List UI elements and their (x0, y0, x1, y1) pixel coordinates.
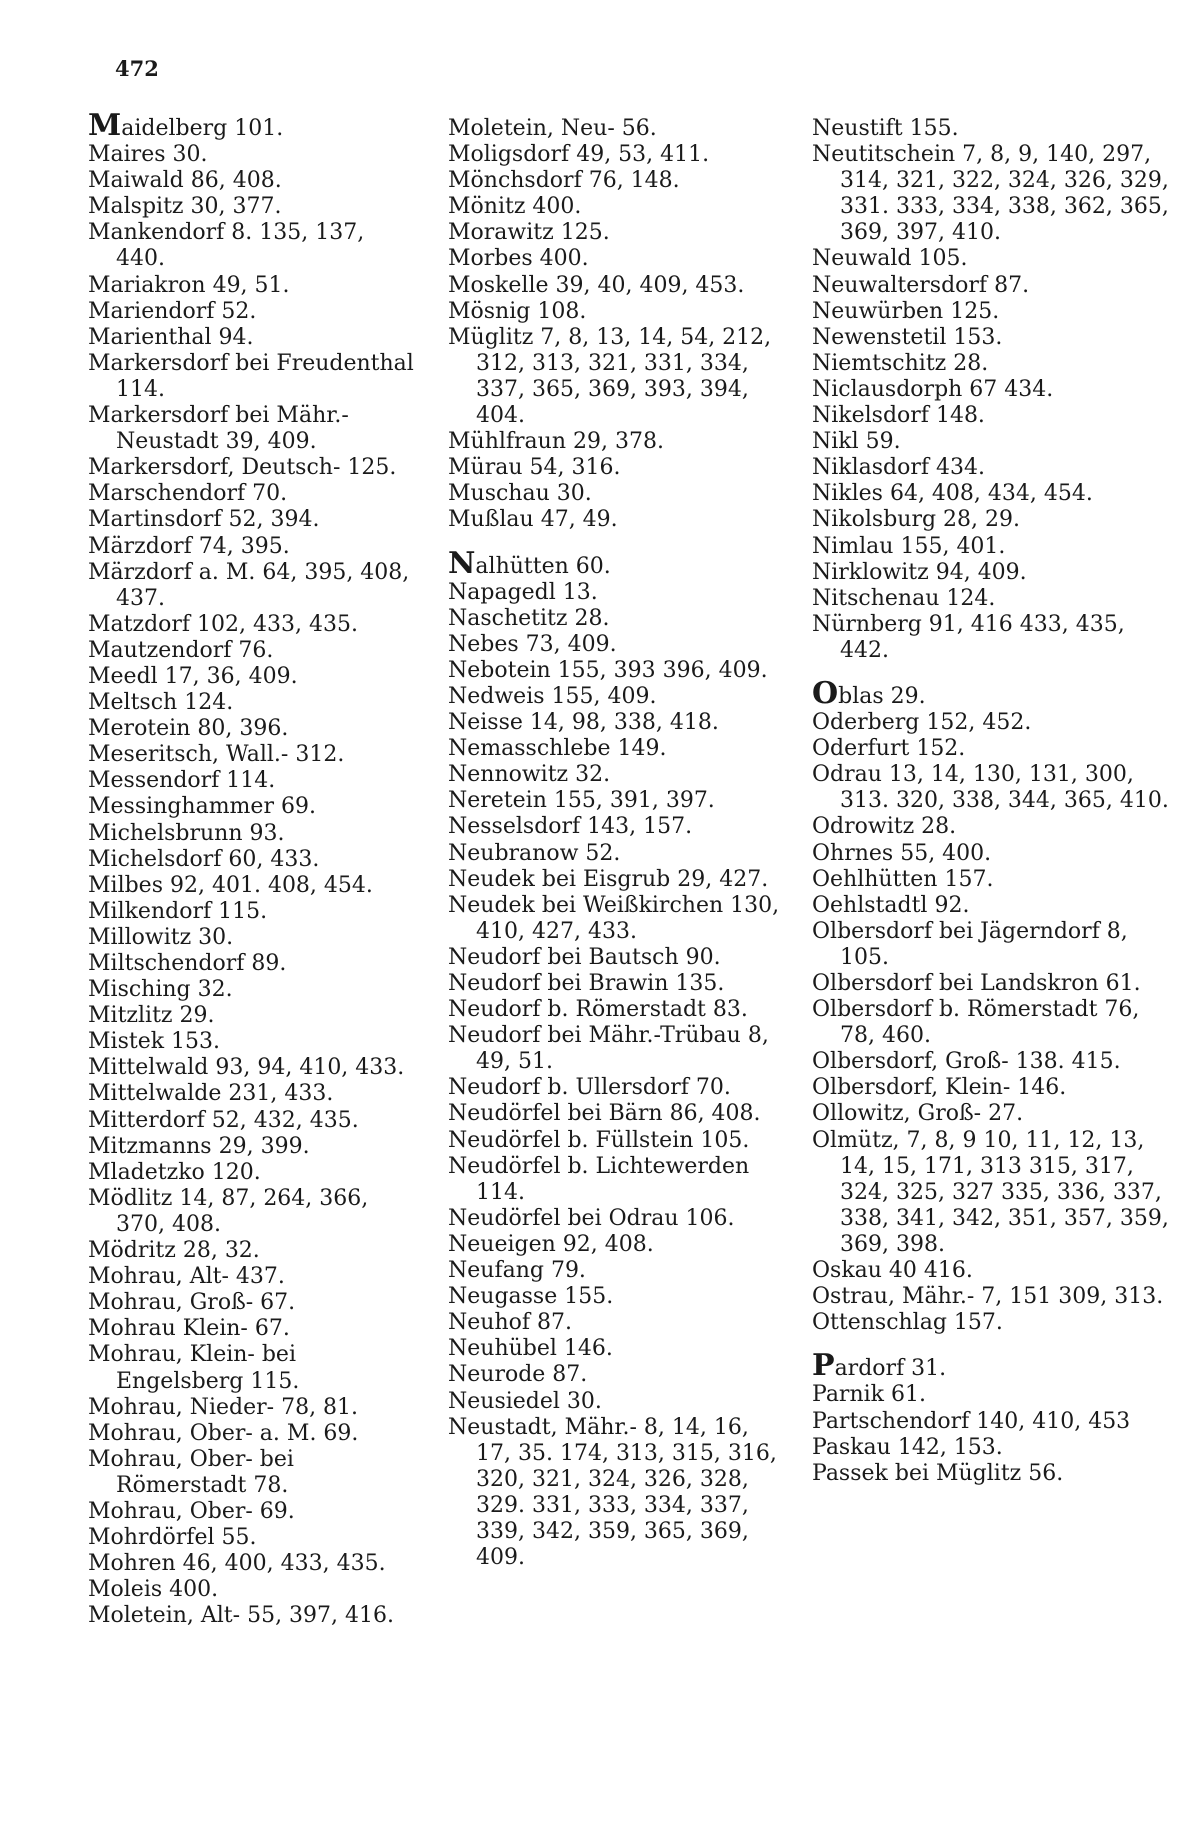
index-entry (448, 762, 790, 788)
index-entry (812, 429, 1172, 455)
entry-text: Mönitz 400. (448, 194, 582, 220)
entry-text: Marschendorf 70. (88, 481, 288, 507)
entry-text: Olmütz, 7, 8, 9 10, 11, 12, 13, 14, 15, 171, 313 315, 317, 324, 325, 327 335, 336, 337, 338, 341, 342, 351, 357, 359, 369, 398. (812, 1127, 1169, 1257)
index-entry (812, 675, 1172, 711)
entry-text: Mohrdörfel 55. (88, 1525, 257, 1551)
index-entry (88, 873, 418, 899)
section-gap (812, 1336, 1172, 1356)
index-entry (812, 736, 1172, 762)
entry-text: Neisse 14, 98, 338, 418. (448, 710, 719, 736)
entry-text: Martinsdorf 52, 394. (88, 507, 320, 533)
index-entry (88, 638, 418, 664)
index-entry (88, 299, 418, 325)
index-entry (448, 1362, 790, 1388)
entry-text: Oehlhütten 157. (812, 866, 994, 892)
index-entry (88, 560, 418, 612)
entry-text: Ohrnes 55, 400. (812, 840, 992, 866)
index-entry (448, 1389, 790, 1415)
index-entry (88, 1499, 418, 1525)
section-initial: O (812, 675, 839, 711)
entry-text: Neudörfel bei Bärn 86, 408. (448, 1101, 761, 1127)
index-entry (812, 1128, 1172, 1258)
entry-text: Neretein 155, 391, 397. (448, 788, 715, 814)
index-entry (88, 1525, 418, 1551)
entry-text: aidelberg 101. (121, 116, 284, 141)
section-initial: P (812, 1348, 835, 1384)
entry-text: Neutitschein 7, 8, 9, 140, 297, 314, 321, 322, 324, 326, 329, 331. 333, 334, 338, 362, 365, 369, 397, 410. (812, 142, 1169, 246)
entry-text: Mankendorf 8. 135, 137, 440. (88, 220, 365, 272)
entry-text: Merotein 80, 396. (88, 716, 289, 742)
entry-text: Malspitz 30, 377. (88, 194, 282, 220)
index-entry (448, 893, 790, 945)
index-entry (88, 534, 418, 560)
index-entry (812, 997, 1172, 1049)
index-entry (812, 1435, 1172, 1461)
index-entry (448, 455, 790, 481)
entry-text: Ottenschlag 157. (812, 1310, 1003, 1336)
index-entry (812, 814, 1172, 840)
entry-text: Parnik 61. (812, 1382, 926, 1408)
entry-text: Mohrau, Alt- 437. (88, 1264, 285, 1290)
index-entry (448, 580, 790, 606)
index-entry (812, 971, 1172, 997)
index-entry (812, 612, 1172, 664)
index-entry (448, 841, 790, 867)
entry-text: Mariendorf 52. (88, 298, 257, 324)
index-entry (812, 586, 1172, 612)
entry-text: Naschetitz 28. (448, 605, 610, 631)
entry-text: Nikles 64, 408, 434, 454. (812, 481, 1093, 507)
index-entry (88, 142, 418, 168)
entry-text: Oehlstadtl 92. (812, 892, 970, 918)
entry-text: Moskelle 39, 40, 409, 453. (448, 272, 745, 298)
entry-text: Odrowitz 28. (812, 814, 957, 840)
entry-text: Oderfurt 152. (812, 736, 966, 762)
index-entry (448, 273, 790, 299)
entry-text: Paskau 142, 153. (812, 1434, 1003, 1460)
index-entry (812, 1409, 1172, 1435)
entry-text: Misching 32. (88, 977, 233, 1003)
index-entry (812, 299, 1172, 325)
entry-text: Partschendorf 140, 410, 453 (812, 1408, 1131, 1434)
index-entry (812, 246, 1172, 272)
index-entry (448, 814, 790, 840)
index-entry (448, 194, 790, 220)
index-entry (812, 455, 1172, 481)
entry-text: Mitterdorf 52, 432, 435. (88, 1107, 359, 1133)
entry-text: Neuhübel 146. (448, 1336, 613, 1362)
entry-text: Markersdorf, Deutsch- 125. (88, 455, 397, 481)
entry-text: Ollowitz, Groß- 27. (812, 1101, 1024, 1127)
index-entry (88, 168, 418, 194)
index-entry (88, 194, 418, 220)
index-entry (88, 1551, 418, 1577)
entry-text: Nennowitz 32. (448, 762, 611, 788)
index-entry (448, 658, 790, 684)
entry-text: Nebes 73, 409. (448, 631, 617, 657)
entry-text: Mühlfraun 29, 378. (448, 429, 664, 455)
entry-text: Neugasse 155. (448, 1284, 614, 1310)
entry-text: Nemasschlebe 149. (448, 736, 667, 762)
entry-text: Morawitz 125. (448, 220, 610, 246)
index-entry (448, 710, 790, 736)
index-entry (812, 1075, 1172, 1101)
index-entry (812, 867, 1172, 893)
index-entry (88, 821, 418, 847)
index-entry (88, 716, 418, 742)
index-entry (88, 455, 418, 481)
index-entry (812, 560, 1172, 586)
index-entry (88, 977, 418, 1003)
entry-text: Neustift 155. (812, 116, 959, 141)
entry-text: Odrau 13, 14, 130, 131, 300, 313. 320, 338, 344, 365, 410. (812, 762, 1169, 814)
entry-text: Ostrau, Mähr.- 7, 151 309, 313. (812, 1284, 1164, 1310)
entry-text: Neueigen 92, 408. (448, 1231, 654, 1257)
entry-text: Meedl 17, 36, 409. (88, 663, 298, 689)
index-entry (448, 116, 790, 142)
index-entry (88, 1316, 418, 1342)
index-entry (812, 325, 1172, 351)
entry-text: Neudörfel b. Lichtewerden 114. (448, 1153, 750, 1205)
entry-text: Olbersdorf, Groß- 138. 415. (812, 1049, 1121, 1075)
entry-text: Mohrau, Ober- bei Römerstadt 78. (88, 1446, 294, 1498)
index-entry (88, 351, 418, 403)
index-entry (448, 1415, 790, 1572)
index-entry (88, 273, 418, 299)
entry-text: Mitzmanns 29, 399. (88, 1133, 310, 1159)
entry-text: Miltschendorf 89. (88, 951, 287, 976)
index-entry (448, 507, 790, 533)
index-entry (448, 736, 790, 762)
index-entry (88, 612, 418, 638)
index-entry (448, 632, 790, 658)
entry-text: Nebotein 155, 393 396, 409. (448, 657, 768, 683)
page-number: 472 (115, 56, 159, 81)
entry-text: Neudorf bei Bautsch 90. (448, 944, 721, 970)
section-gap (812, 664, 1172, 684)
entry-text: Nitschenau 124. (812, 585, 996, 611)
entry-text: Mußlau 47, 49. (448, 507, 618, 533)
entry-text: Olbersdorf bei Jägerndorf 8, 105. (812, 918, 1128, 970)
index-entry (812, 273, 1172, 299)
index-column-1 (88, 108, 418, 1629)
index-entry (88, 325, 418, 351)
entry-text: Newenstetil 153. (812, 324, 1003, 350)
index-entry (812, 762, 1172, 814)
entry-text: Olbersdorf, Klein- 146. (812, 1075, 1067, 1101)
index-entry (812, 841, 1172, 867)
index-entry (88, 1447, 418, 1499)
entry-text: Neustadt, Mähr.- 8, 14, 16, 17, 35. 174, 313, 315, 316, 320, 321, 324, 326, 328, 329. 331, 333, 334, 337, 339, 342, 359, 365, 369, 409. (448, 1414, 777, 1571)
entry-text: Mohren 46, 400, 433, 435. (88, 1551, 386, 1577)
index-entry (812, 481, 1172, 507)
index-entry (448, 1206, 790, 1232)
index-entry (88, 1421, 418, 1447)
entry-text: Mohrau, Nieder- 78, 81. (88, 1394, 359, 1420)
index-entry (88, 925, 418, 951)
index-entry (448, 325, 790, 429)
index-entry (88, 1342, 418, 1394)
entry-text: Mödlitz 14, 87, 264, 366, 370, 408. (88, 1185, 369, 1237)
entry-text: Neuwaltersdorf 87. (812, 272, 1030, 298)
entry-text: Messendorf 114. (88, 768, 276, 794)
entry-text: Morbes 400. (448, 246, 589, 272)
entry-text: Mitzlitz 29. (88, 1003, 215, 1029)
entry-text: Neudorf b. Römerstadt 83. (448, 997, 748, 1023)
entry-text: alhütten 60. (475, 553, 611, 579)
index-entry (448, 142, 790, 168)
entry-text: Neudek bei Eisgrub 29, 427. (448, 866, 769, 892)
entry-text: Niclausdorph 67 434. (812, 376, 1054, 402)
entry-text: Neubranow 52. (448, 840, 621, 866)
entry-text: Nikl 59. (812, 429, 901, 455)
index-entry (88, 1081, 418, 1107)
entry-text: Märzdorf a. M. 64, 395, 408, 437. (88, 559, 410, 611)
entry-text: Mohrau, Ober- a. M. 69. (88, 1420, 359, 1446)
entry-text: Mohrau, Klein- bei Engelsberg 115. (88, 1342, 300, 1394)
index-entry (448, 168, 790, 194)
index-entry (448, 1258, 790, 1284)
index-column-3 (812, 116, 1172, 1487)
entry-text: Mariakron 49, 51. (88, 272, 290, 298)
index-entry (88, 1577, 418, 1603)
index-entry (88, 1238, 418, 1264)
index-entry (88, 403, 418, 455)
index-entry (448, 429, 790, 455)
entry-text: Moligsdorf 49, 53, 411. (448, 142, 710, 168)
index-entry (812, 116, 1172, 142)
index-entry (88, 951, 418, 977)
index-entry (812, 1348, 1172, 1384)
index-entry (88, 1186, 418, 1238)
entry-text: Neudorf bei Mähr.-Trübau 8, 49, 51. (448, 1023, 769, 1075)
index-entry (88, 742, 418, 768)
index-entry (88, 1160, 418, 1186)
entry-text: Olbersdorf bei Landskron 61. (812, 971, 1141, 996)
index-entry (448, 971, 790, 997)
entry-text: Oskau 40 416. (812, 1258, 973, 1284)
index-entry (448, 867, 790, 893)
index-entry (448, 684, 790, 710)
entry-text: Neurode 87. (448, 1362, 588, 1388)
entry-text: Maires 30. (88, 142, 208, 168)
index-entry (88, 768, 418, 794)
entry-text: Moletein, Neu- 56. (448, 116, 657, 141)
index-entry (448, 1075, 790, 1101)
entry-text: Nikolsburg 28, 29. (812, 507, 1021, 533)
section-initial: M (88, 108, 122, 143)
entry-text: Müglitz 7, 8, 13, 14, 54, 212, 312, 313, 321, 331, 334, 337, 365, 369, 393, 394, 404. (448, 324, 772, 429)
entry-text: Oderberg 152, 452. (812, 710, 1032, 736)
entry-text: Marienthal 94. (88, 324, 254, 350)
entry-text: Mladetzko 120. (88, 1159, 261, 1185)
entry-text: Mösnig 108. (448, 298, 587, 324)
index-entry (88, 507, 418, 533)
index-entry (812, 403, 1172, 429)
index-entry (448, 945, 790, 971)
entry-text: Neusiedel 30. (448, 1388, 602, 1414)
entry-text: Matzdorf 102, 433, 435. (88, 611, 358, 637)
index-entry (812, 710, 1172, 736)
index-entry (448, 545, 790, 581)
index-entry (812, 919, 1172, 971)
entry-text: Nimlau 155, 401. (812, 533, 1006, 559)
entry-text: Neuhof 87. (448, 1310, 572, 1336)
index-entry (812, 1049, 1172, 1075)
entry-text: Nikelsdorf 148. (812, 403, 985, 429)
index-entry (88, 1029, 418, 1055)
index-entry (448, 481, 790, 507)
entry-text: ardorf 31. (834, 1356, 947, 1382)
index-entry (448, 1232, 790, 1258)
entry-text: Milbes 92, 401. 408, 454. (88, 872, 373, 898)
index-entry (812, 1258, 1172, 1284)
entry-text: Nesselsdorf 143, 157. (448, 814, 693, 840)
entry-text: Nürnberg 91, 416 433, 435, 442. (812, 611, 1125, 663)
index-entry (448, 1128, 790, 1154)
index-entry (448, 1310, 790, 1336)
index-entry (448, 788, 790, 814)
entry-text: Neudörfel b. Füllstein 105. (448, 1127, 750, 1153)
index-entry (88, 1603, 418, 1629)
entry-text: Nedweis 155, 409. (448, 683, 657, 709)
entry-text: Muschau 30. (448, 481, 592, 507)
entry-text: Michelsbrunn 93. (88, 820, 285, 846)
entry-text: Maiwald 86, 408. (88, 168, 282, 194)
index-entry (88, 220, 418, 272)
entry-text: Milkendorf 115. (88, 898, 268, 924)
entry-text: Mautzendorf 76. (88, 637, 274, 663)
index-entry (812, 1461, 1172, 1487)
entry-text: Michelsdorf 60, 433. (88, 846, 320, 872)
index-entry (812, 1382, 1172, 1408)
entry-text: Mödritz 28, 32. (88, 1238, 260, 1264)
index-entry (88, 664, 418, 690)
index-entry (88, 1134, 418, 1160)
index-entry (88, 794, 418, 820)
entry-text: Neuwürben 125. (812, 298, 1000, 324)
index-entry (88, 899, 418, 925)
index-entry (88, 1055, 418, 1081)
entry-text: Neudorf bei Brawin 135. (448, 971, 725, 996)
index-column-2 (448, 116, 790, 1571)
entry-text: Napagedl 13. (448, 579, 598, 605)
index-entry (448, 606, 790, 632)
section-initial: N (448, 545, 476, 581)
entry-text: Mittelwalde 231, 433. (88, 1081, 334, 1107)
index-entry (812, 377, 1172, 403)
entry-text: Moleis 400. (88, 1577, 219, 1603)
entry-text: Mönchsdorf 76, 148. (448, 168, 680, 194)
index-entry (812, 142, 1172, 246)
entry-text: Millowitz 30. (88, 924, 234, 950)
entry-text: Neufang 79. (448, 1258, 586, 1284)
entry-text: Mürau 54, 316. (448, 455, 621, 481)
index-entry (88, 108, 418, 143)
entry-text: Mittelwald 93, 94, 410, 433. (88, 1055, 405, 1081)
index-entry (812, 893, 1172, 919)
entry-text: Neudek bei Weißkirchen 130, 410, 427, 433. (448, 892, 780, 944)
index-entry (812, 1284, 1172, 1310)
entry-text: Markersdorf bei Mähr.-Neustadt 39, 409. (88, 403, 349, 455)
entry-text: Passek bei Müglitz 56. (812, 1460, 1064, 1486)
entry-text: Moletein, Alt- 55, 397, 416. (88, 1603, 395, 1629)
entry-text: Nirklowitz 94, 409. (812, 559, 1027, 585)
index-entry (88, 1003, 418, 1029)
index-entry (88, 1395, 418, 1421)
entry-text: Neuwald 105. (812, 246, 968, 272)
entry-text: Meseritsch, Wall.- 312. (88, 742, 345, 768)
index-entry (88, 690, 418, 716)
index-entry (812, 351, 1172, 377)
entry-text: Mohrau Klein- 67. (88, 1316, 290, 1342)
index-entry (448, 1154, 790, 1206)
index-entry (448, 1023, 790, 1075)
index-entry (448, 220, 790, 246)
index-entry (812, 507, 1172, 533)
index-entry (812, 1101, 1172, 1127)
index-entry (448, 1336, 790, 1362)
entry-text: Olbersdorf b. Römerstadt 76, 78, 460. (812, 997, 1140, 1049)
entry-text: Niemtschitz 28. (812, 350, 989, 376)
index-entry (448, 1101, 790, 1127)
entry-text: Mistek 153. (88, 1029, 221, 1055)
entry-text: Mohrau, Ober- 69. (88, 1498, 295, 1524)
index-entry (88, 847, 418, 873)
entry-text: Neudorf b. Ullersdorf 70. (448, 1075, 731, 1101)
index-entry (448, 246, 790, 272)
index-entry (88, 1108, 418, 1134)
entry-text: Neudörfel bei Odrau 106. (448, 1205, 735, 1231)
index-entry (88, 1290, 418, 1316)
index-entry (88, 1264, 418, 1290)
index-entry (812, 1310, 1172, 1336)
index-entry (448, 299, 790, 325)
index-entry (448, 1284, 790, 1310)
entry-text: Märzdorf 74, 395. (88, 533, 290, 559)
entry-text: Meltsch 124. (88, 690, 234, 716)
index-entry (88, 481, 418, 507)
index-entry (812, 534, 1172, 560)
entry-text: blas 29. (838, 683, 926, 709)
entry-text: Niklasdorf 434. (812, 455, 986, 481)
entry-text: Markersdorf bei Freudenthal 114. (88, 350, 414, 402)
index-entry (448, 997, 790, 1023)
entry-text: Mohrau, Groß- 67. (88, 1290, 296, 1316)
entry-text: Messinghammer 69. (88, 794, 316, 820)
section-gap (448, 534, 790, 554)
